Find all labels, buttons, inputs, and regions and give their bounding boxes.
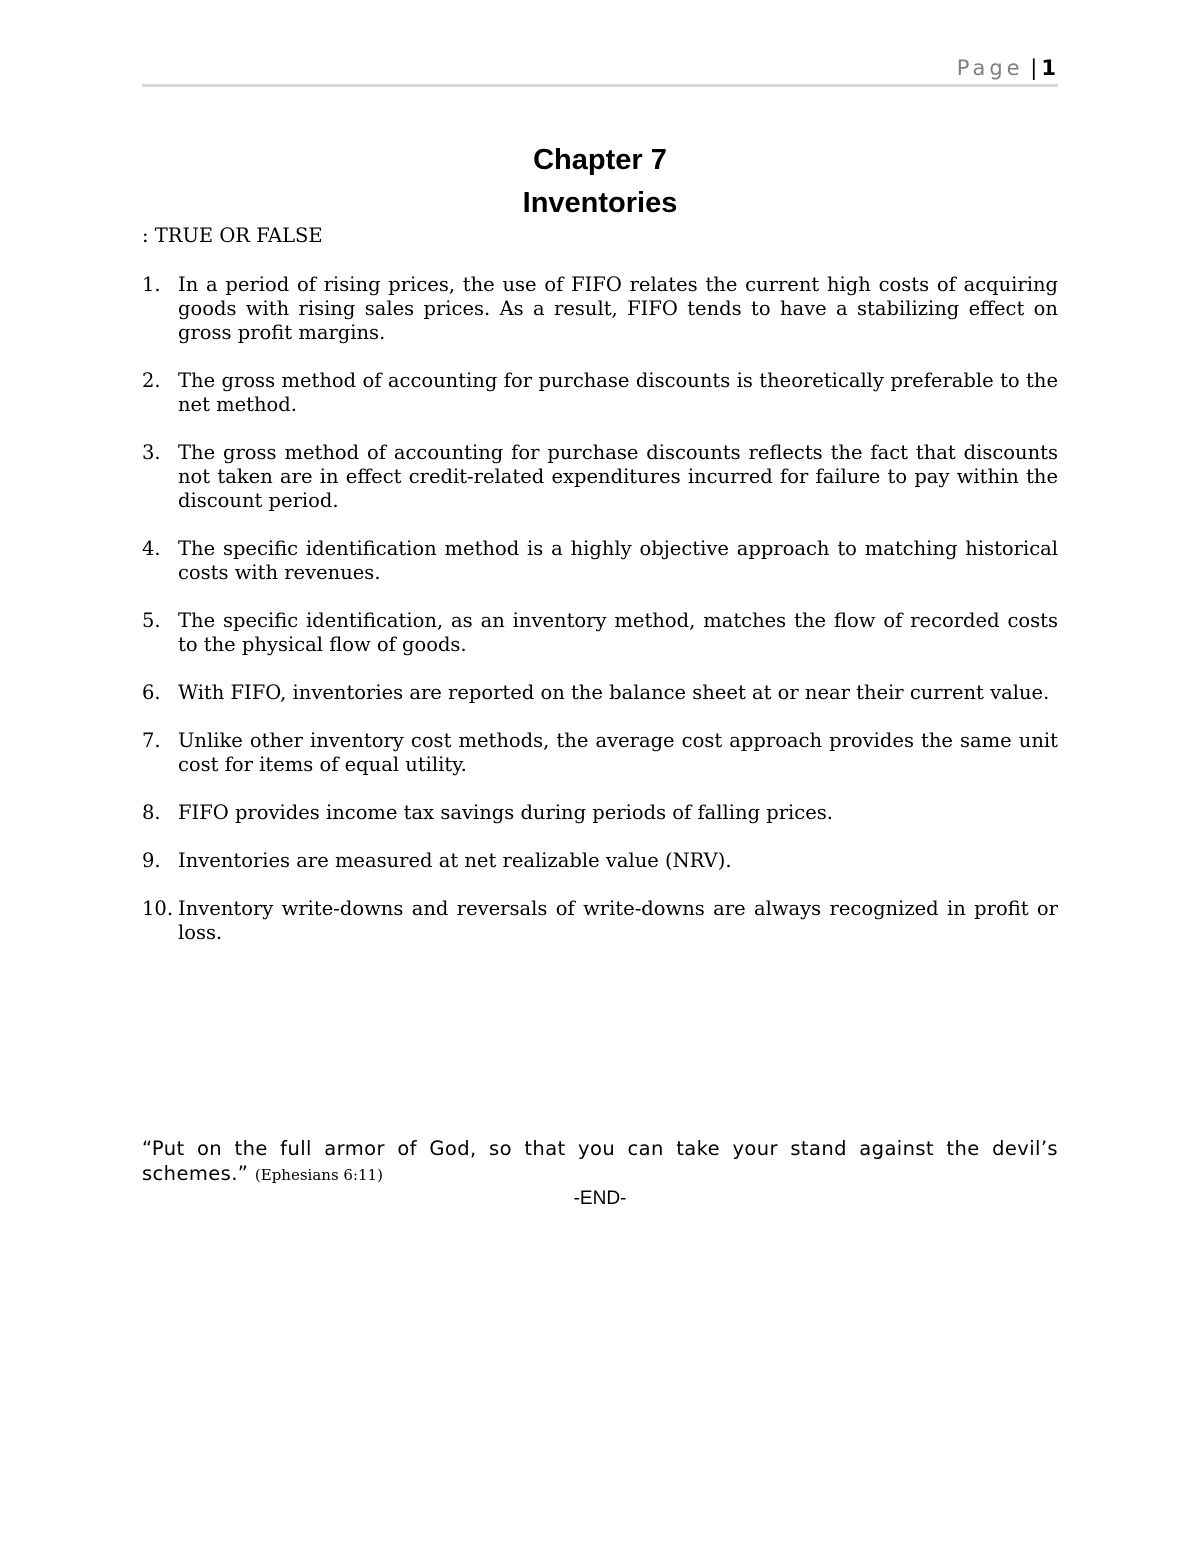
question-number: 3. <box>142 441 161 464</box>
question-number: 5. <box>142 609 161 632</box>
page-word: Page <box>956 56 1024 80</box>
quote-citation: (Ephesians 6:11) <box>254 1166 383 1184</box>
question-text: The gross method of accounting for purchase discounts is theoretically preferable to the net method. <box>178 369 1058 416</box>
question-number: 4. <box>142 537 161 560</box>
question-number: 6. <box>142 681 161 704</box>
question-text: In a period of rising prices, the use of FIFO relates the current high costs of acquiring goods with rising sales prices. As a result, FIFO tends to have a stabilizing effect on gross profit margins. <box>178 273 1058 344</box>
end-marker: -END- <box>573 1188 627 1209</box>
bible-quote <box>142 1136 1058 1188</box>
question-text: The specific identification method is a highly objective approach to matching historical costs with revenues. <box>178 537 1058 584</box>
page-separator: | <box>1030 56 1038 80</box>
question-number: 1. <box>142 273 161 296</box>
question-number: 9. <box>142 849 161 872</box>
question-item <box>142 681 1058 705</box>
question-item <box>142 441 1058 513</box>
question-number: 10. <box>142 897 174 920</box>
question-number: 7. <box>142 729 161 752</box>
page-number: 1 <box>1041 56 1056 80</box>
page-number-label <box>957 56 1056 80</box>
page-header <box>142 56 1058 87</box>
question-item <box>142 849 1058 873</box>
chapter-number-title: Chapter 7 <box>533 144 667 176</box>
section-heading: : TRUE OR FALSE <box>142 224 323 247</box>
question-number: 2. <box>142 369 161 392</box>
question-text: The gross method of accounting for purchase discounts reflects the fact that discounts not taken are in effect credit-related expenditures incurred for failure to pay within the discount period. <box>178 441 1058 512</box>
question-list <box>142 273 1058 969</box>
question-item <box>142 801 1058 825</box>
question-item <box>142 537 1058 585</box>
question-number: 8. <box>142 801 161 824</box>
question-item <box>142 369 1058 417</box>
chapter-topic-title: Inventories <box>522 187 678 219</box>
question-text: Unlike other inventory cost methods, the average cost approach provides the same unit cost for items of equal utility. <box>178 729 1058 776</box>
question-text: With FIFO, inventories are reported on the balance sheet at or near their current value. <box>178 681 1050 704</box>
question-item <box>142 609 1058 657</box>
question-text: Inventories are measured at net realizable value (NRV). <box>178 849 732 872</box>
question-text: The specific identification, as an inventory method, matches the flow of recorded costs to the physical flow of goods. <box>178 609 1058 656</box>
question-item <box>142 729 1058 777</box>
question-text: Inventory write-downs and reversals of write-downs are always recognized in profit or loss. <box>178 897 1058 944</box>
quote-text: “Put on the full armor of God, so that you can take your stand against the devil’s schemes.” <box>142 1137 1058 1185</box>
question-item <box>142 897 1058 945</box>
question-text: FIFO provides income tax savings during periods of falling prices. <box>178 801 833 824</box>
question-item <box>142 273 1058 345</box>
